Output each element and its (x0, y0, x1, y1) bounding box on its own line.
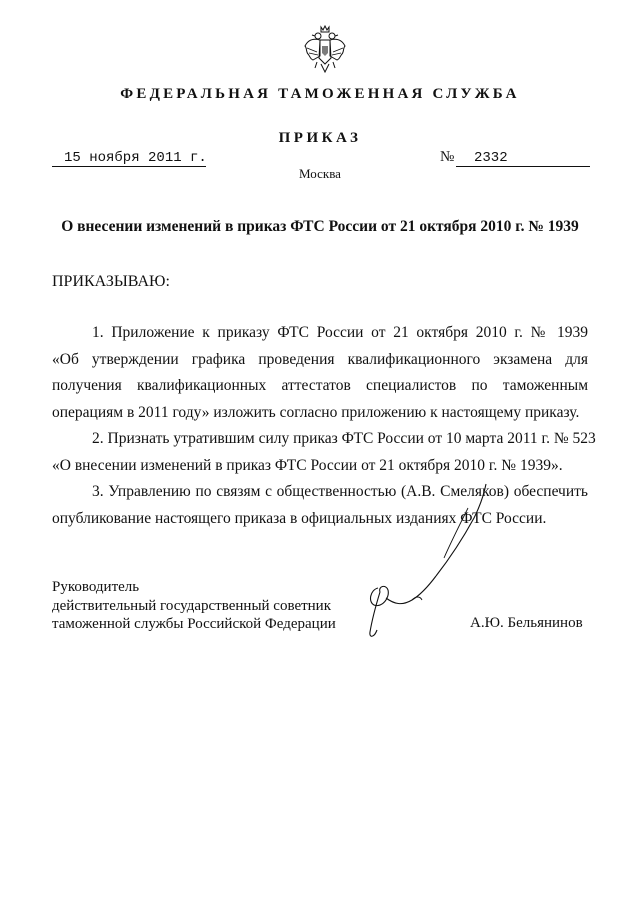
document-type: ПРИКАЗ (278, 130, 362, 146)
position-line: таможенной службы Российской Федерации (52, 616, 336, 632)
paragraph-line: «Об утверждении графика проведения квалификационного экзамена для (52, 350, 588, 368)
position-line: действительный государственный советник (52, 597, 332, 614)
double-headed-eagle-emblem-icon (303, 24, 347, 78)
paragraph-line: получения квалификационных аттестатов специалистов по таможенным (52, 377, 588, 394)
paragraph-2 (52, 426, 596, 479)
city: Москва (299, 166, 341, 181)
signatory-position (52, 578, 336, 634)
paragraph-line: «О внесении изменений в приказ ФТС России от 21 октября 2010 г. № 1939». (52, 456, 563, 474)
paragraph-line: 1. Приложение к приказу ФТС России от 21 октября 2010 г. № 1939 (92, 324, 588, 341)
paragraph-line: 2. Признать утратившим силу приказ ФТС России от 10 марта 2011 г. № 523 (92, 430, 596, 447)
order-title: О внесении изменений в приказ ФТС России от 21 октября 2010 г. № 1939 (61, 218, 579, 235)
paragraph-line: 3. Управлению по связям с общественностью (А.В. Смеляков) обеспечить (92, 483, 588, 500)
order-date: 15 ноября 2011 г. (64, 150, 207, 166)
order-number: 2332 (474, 150, 508, 166)
paragraph-line: операциям в 2011 году» изложить согласно приложению к настоящему приказу. (52, 403, 580, 421)
order-word: ПРИКАЗЫВАЮ: (52, 273, 170, 290)
signatory-name: А.Ю. Бельянинов (470, 615, 583, 631)
paragraph-line: опубликование настоящего приказа в официальных изданиях ФТС России. (52, 509, 547, 527)
agency-name: ФЕДЕРАЛЬНАЯ ТАМОЖЕННАЯ СЛУЖБА (120, 86, 520, 102)
number-sign: № (440, 149, 455, 165)
position-line: Руководитель (52, 579, 140, 595)
paragraph-1 (52, 320, 588, 426)
